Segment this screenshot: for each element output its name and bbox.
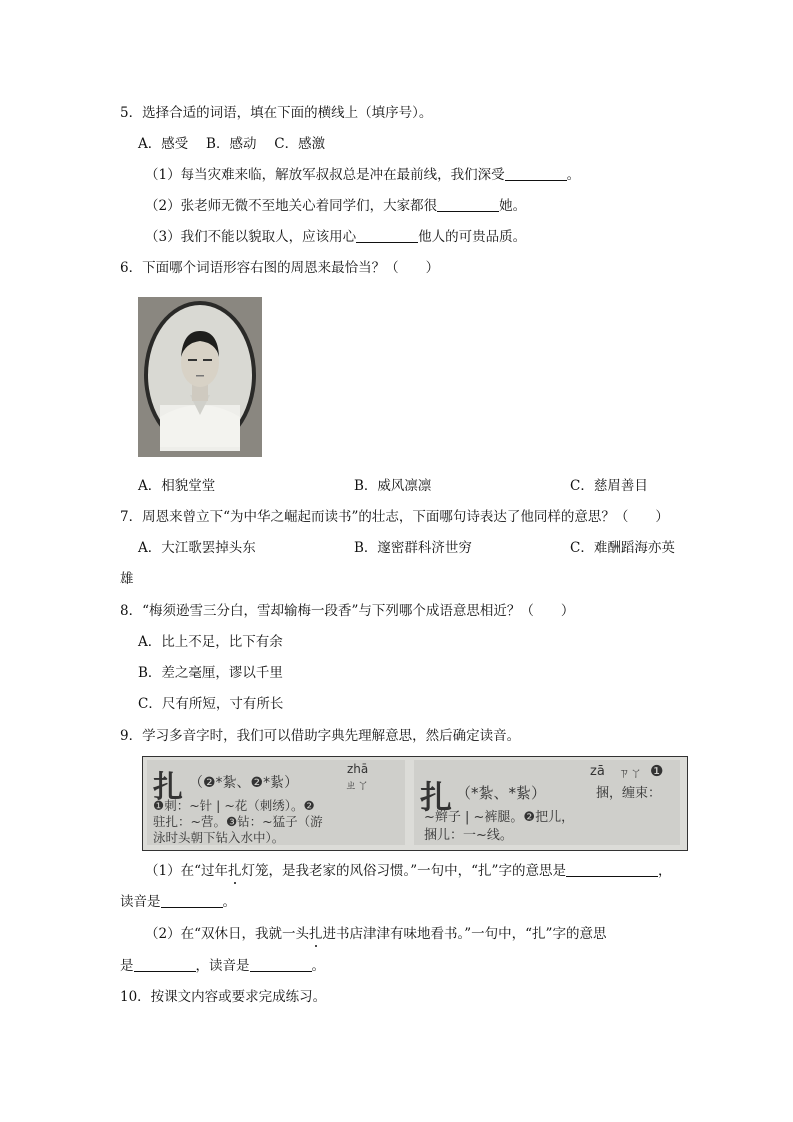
- q9-s1-dotted-char: 扎: [228, 863, 242, 879]
- answer-blank[interactable]: [161, 893, 223, 908]
- q9-sentence-2: [145, 925, 606, 943]
- q9-s1-text-d: 读音是: [120, 894, 161, 910]
- q5-sentence-2: [145, 197, 526, 215]
- dict-right-char: 扎: [420, 778, 453, 816]
- dict-left-zhuyin: ㄓㄚ: [345, 778, 370, 792]
- q6-stem: 6．下面哪个词语形容右图的周恩来最恰当？（ ）: [120, 260, 440, 276]
- dict-left-line-3: 泳时头朝下钻入水中）。: [153, 830, 285, 845]
- q5-s3-text: （3）我们不能以貌取人，应该用心: [145, 229, 357, 245]
- q5-sentence-1: [145, 166, 580, 184]
- dict-left-variants: （❷*紮、❷*紥）: [189, 775, 299, 791]
- q5-sentence-3: [145, 228, 526, 246]
- answer-blank[interactable]: [566, 862, 658, 877]
- q5-s3-end: 他人的可贵品质。: [418, 229, 527, 245]
- q7-option-c-continued: 雄: [120, 571, 134, 587]
- q9-sentence-1-cont: [120, 893, 236, 911]
- q8-option-c: C．尺有所短，寸有所长: [138, 696, 284, 712]
- portrait-photo: [138, 297, 262, 457]
- q6-option-c: C．慈眉善目: [570, 478, 648, 494]
- dict-left-line-2: 驻扎：~营。❸钻：~猛子（游: [153, 814, 323, 829]
- dict-right-variants: （*紮、*紥）: [456, 784, 547, 802]
- q7-option-b: B．邃密群科济世穷: [354, 540, 472, 556]
- dict-right-zhuyin: ㄗㄚ: [618, 766, 643, 780]
- q8-stem: 8．“梅须逊雪三分白，雪却输梅一段香”与下列哪个成语意思相近？（ ）: [120, 603, 575, 619]
- q7-option-c: C．难酬蹈海亦英: [570, 540, 675, 556]
- dictionary-entries-image: [142, 756, 688, 851]
- dict-right-number: ❶: [650, 762, 664, 780]
- q10-stem: 10．按课文内容或要求完成练习。: [120, 989, 327, 1005]
- dict-left-char: 扎: [153, 770, 183, 805]
- q8-option-b: B．差之毫厘，谬以千里: [138, 665, 283, 681]
- dict-right-pinyin: zā: [590, 764, 605, 779]
- dictionary-entry-za: [414, 760, 680, 845]
- q5-s2-text: （2）张老师无微不至地关心着同学们，大家都很: [145, 198, 438, 214]
- q9-s1-end: 。: [222, 894, 236, 910]
- q5-s1-text: （1）每当灾难来临，解放军叔叔总是冲在最前线，我们深受: [145, 167, 505, 183]
- q7-stem: 7．周恩来曾立下“为中华之崛起而读书”的壮志，下面哪句诗表达了他同样的意思？（ ）: [120, 509, 669, 525]
- dict-left-pinyin: zhā: [347, 762, 369, 776]
- q8-option-a: A．比上不足，比下有余: [138, 634, 283, 650]
- q9-s1-text-a: （1）在“过年: [145, 863, 228, 879]
- q5-options: A．感受 B．感动 C．感激: [138, 136, 326, 152]
- q7-option-a: A．大江歌罢掉头东: [138, 540, 256, 556]
- q9-s2-text-a: （2）在“双休日，我就一头: [145, 926, 309, 942]
- dict-right-line-1: 捆，缠束：: [596, 786, 662, 801]
- q5-s2-end: 她。: [499, 198, 527, 214]
- q9-s2-text-c: 是: [120, 958, 134, 974]
- q5-s1-end: 。: [566, 167, 581, 183]
- answer-blank[interactable]: [356, 228, 418, 243]
- dict-right-line-3: 捆儿：一~线。: [424, 828, 513, 843]
- q9-sentence-1: [145, 862, 671, 880]
- q9-s2-dotted-char: 扎: [309, 926, 323, 942]
- q9-sentence-2-cont: [120, 957, 325, 975]
- q6-option-b: B．威风凛凛: [354, 478, 432, 494]
- q9-s1-comma: ，: [657, 863, 672, 879]
- answer-blank[interactable]: [134, 957, 196, 972]
- dict-left-line-1: ❶刺：~针 | ~花（刺绣）。❷: [153, 798, 315, 813]
- q9-s2-text-b: 进书店津津有味地看书。”一句中，“扎”字的意思: [322, 926, 607, 942]
- q9-s2-end: 。: [311, 958, 325, 974]
- answer-blank[interactable]: [250, 957, 312, 972]
- q6-option-a: A．相貌堂堂: [138, 478, 216, 494]
- q9-s2-text-d: ，读音是: [195, 958, 250, 974]
- q5-stem: 5．选择合适的词语，填在下面的横线上（填序号）。: [120, 105, 433, 121]
- q9-stem: 9．学习多音字时，我们可以借助字典先理解意思，然后确定读音。: [120, 728, 521, 744]
- dict-right-line-2: ~辫子 | ~裤腿。❷把儿，: [424, 810, 575, 825]
- answer-blank[interactable]: [505, 166, 567, 181]
- dictionary-entry-zha: [147, 760, 405, 845]
- q9-s1-text-b: 灯笼，是我老家的风俗习惯。”一句中，“扎”字的意思是: [241, 863, 566, 879]
- answer-blank[interactable]: [437, 197, 499, 212]
